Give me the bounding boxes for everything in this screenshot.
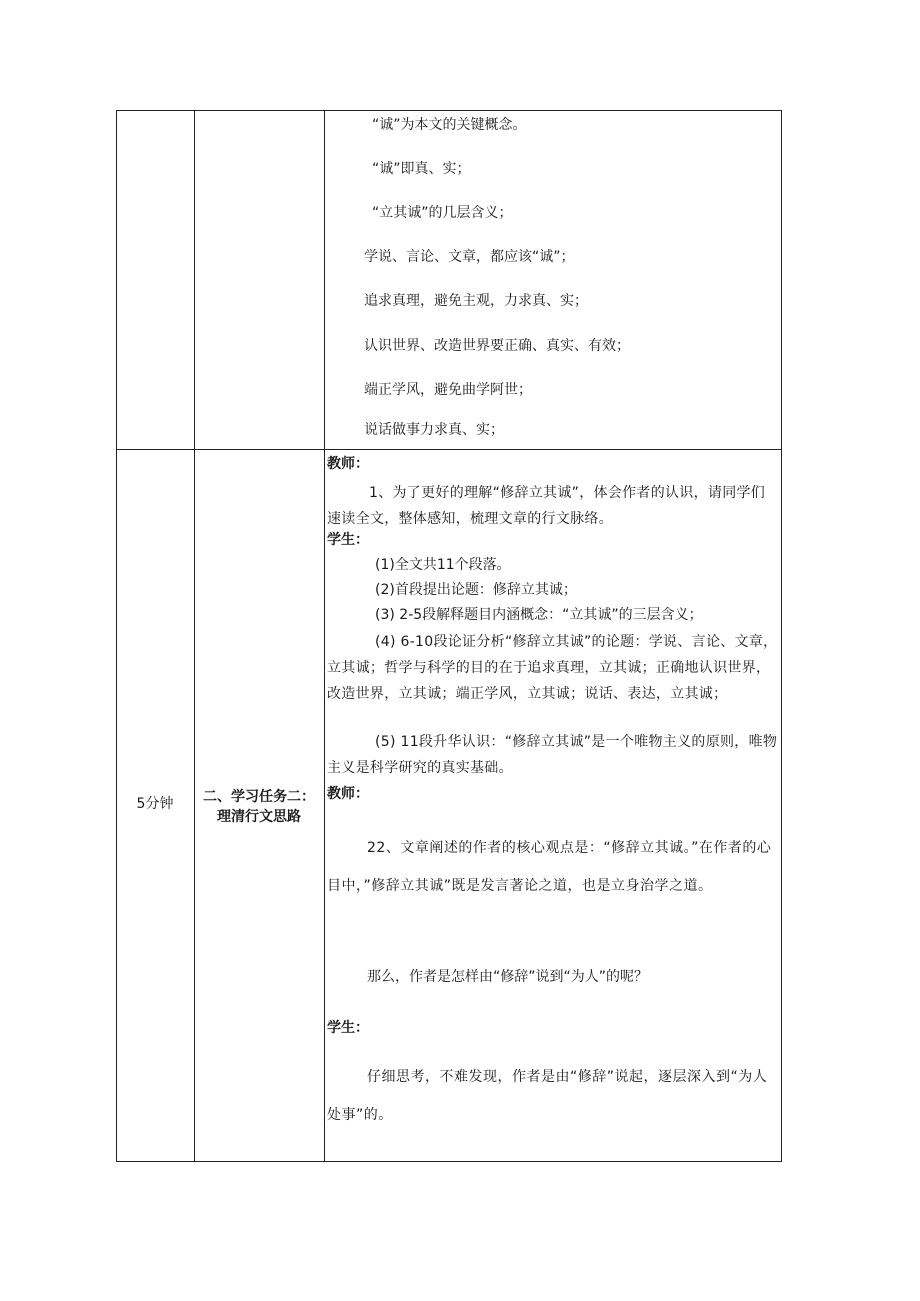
- column-divider-1: [194, 110, 195, 1162]
- content-line: 说话做事力求真、实；: [364, 422, 504, 438]
- table-top-border: [116, 110, 782, 111]
- content-line: 追求真理，避免主观，力求真、实；: [364, 293, 588, 309]
- row-divider: [116, 449, 782, 450]
- column-divider-2: [324, 110, 325, 1162]
- content-line: “诚”即真、实；: [372, 161, 471, 177]
- point-item: (1)全文共11个段落。: [375, 557, 511, 573]
- student-label: 学生：: [327, 532, 369, 548]
- teacher-label: 教师：: [327, 456, 369, 472]
- task-cell: [194, 787, 324, 827]
- teacher-paragraph: 22、文章阐述的作者的核心观点是：“修辞立其诚。”在作者的心目中，”修辞立其诚”既是发言著论之道，也是立身治学之道。: [327, 840, 772, 894]
- table-bottom-border: [116, 1161, 782, 1162]
- content-line: 认识世界、改造世界要正确、真实、有效；: [364, 338, 630, 354]
- content-line: 端正学风，避免曲学阿世；: [364, 382, 532, 398]
- point-item: (4) 6-10段论证分析“修辞立其诚”的论题：学说、言论、文章，立其诚；哲学与科学的目的在于追求真理，立其诚；正确地认识世界，改造世界，立其诚；端正学风，立其诚；说话、表达，立其诚；: [327, 634, 778, 702]
- teacher-paragraph: 1、为了更好的理解“修辞立其诚”，体会作者的认识，请同学们速读全文，整体感知，梳理文章的行文脉络。: [327, 485, 766, 527]
- point-item: (5) 11段升华认识：“修辞立其诚”是一个唯物主义的原则，唯物主义是科学研究的真实基础。: [327, 734, 778, 776]
- task-title-line1: 二、学习任务二：: [203, 789, 315, 805]
- point-item: (3) 2-5段解释题目内涵概念：“立其诚”的三层含义；: [375, 607, 703, 623]
- student-label: 学生：: [327, 1020, 369, 1036]
- time-cell: 5分钟: [136, 796, 174, 812]
- content-line: “诚”为本文的关键概念。: [372, 117, 527, 133]
- teacher-question: 那么，作者是怎样由“修辞”说到“为人”的呢？: [367, 969, 649, 985]
- point-item: (2)首段提出论题：修辞立其诚；: [375, 582, 577, 598]
- content-line: 学说、言论、文章，都应该“诚”；: [364, 249, 575, 265]
- teacher-label: 教师：: [327, 786, 369, 802]
- task-title-line2: 理清行文思路: [217, 809, 301, 825]
- student-paragraph: 仔细思考，不难发现，作者是由“修辞”说起，逐层深入到“为人处事”的。: [327, 1069, 768, 1123]
- table-left-border: [116, 110, 117, 1162]
- table-right-border: [781, 110, 782, 1162]
- content-line: “立其诚”的几层含义；: [372, 205, 513, 221]
